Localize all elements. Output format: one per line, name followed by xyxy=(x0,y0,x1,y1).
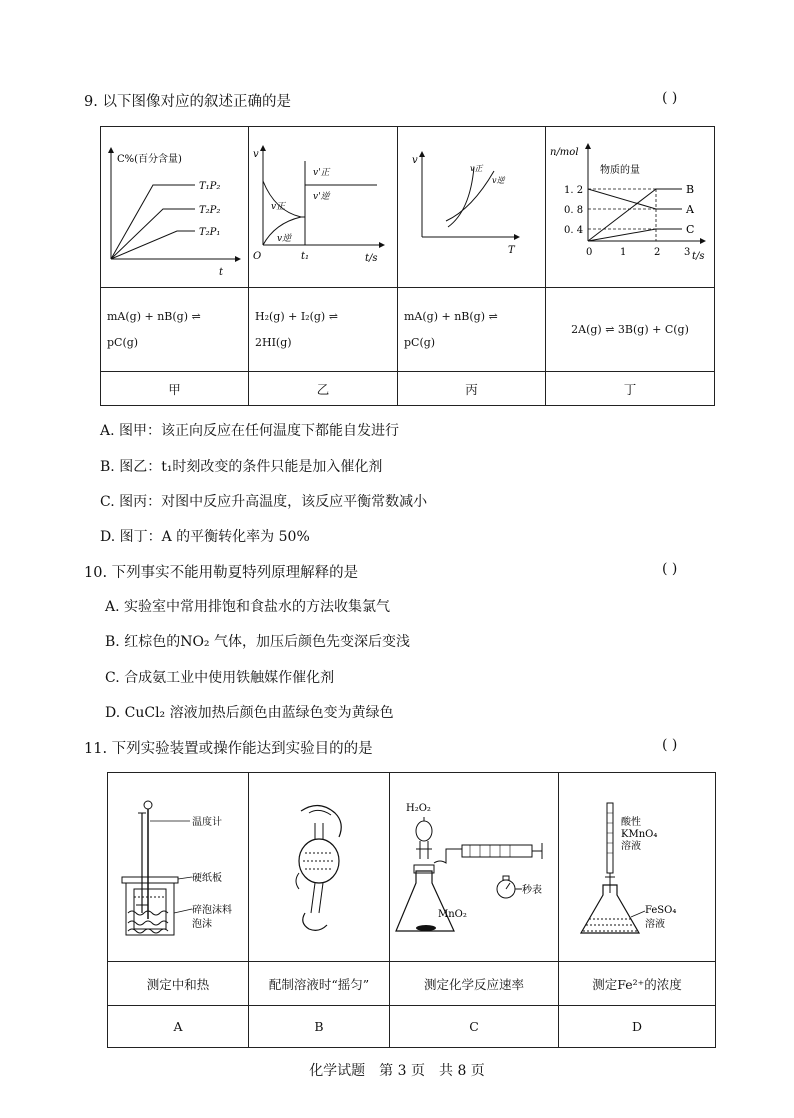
purpose-a: 测定中和热 xyxy=(108,962,249,1006)
graph-ding-cell xyxy=(546,127,715,288)
page-footer: 化学试题 第 3 页 共 8 页 xyxy=(309,1063,485,1079)
label-thermometer: 温度计 xyxy=(192,817,222,828)
label-bing: 丙 xyxy=(398,372,546,406)
label-foam1: 碎泡沫料 xyxy=(192,905,232,916)
equation-jia-line1: mA(g) + nB(g) ⇌ xyxy=(107,309,201,323)
label-d-side1: FeSO₄ xyxy=(645,905,677,916)
choice-c[interactable]: C xyxy=(390,1006,559,1048)
apparatus-d-cell xyxy=(559,773,716,962)
q9-stem: 9. 以下图像对应的叙述正确的是 xyxy=(84,94,291,110)
q10-option-c[interactable]: C. 合成氨工业中使用铁触媒作催化剂 xyxy=(105,670,335,686)
q10-stem: 10. 下列事实不能用勒夏特列原理解释的是 xyxy=(84,565,359,581)
graph-yi-t1: t₁ xyxy=(301,251,310,262)
graph-yi-v2-zheng: v'正 xyxy=(313,168,330,178)
graph-ding-xtick-0: 0 xyxy=(586,247,593,258)
q11-stem: 11. 下列实验装置或操作能达到实验目的的是 xyxy=(84,741,373,757)
q9-option-a[interactable]: A. 图甲：该正向反应在任何温度下都能自发进行 xyxy=(100,423,400,439)
equation-yi-line2: 2HI(g) xyxy=(255,335,292,349)
graph-jia-curve-3: T₂P₁ xyxy=(199,227,221,238)
equation-bing xyxy=(398,288,546,372)
graph-yi-v-ni: v逆 xyxy=(277,234,292,244)
graph-jia xyxy=(101,127,248,283)
choice-b[interactable]: B xyxy=(249,1006,390,1048)
purpose-c: 测定化学反应速率 xyxy=(390,962,559,1006)
graph-bing-v-ni: v逆 xyxy=(492,176,505,185)
apparatus-c-cell xyxy=(390,773,559,962)
graph-jia-curve-2: T₂P₂ xyxy=(199,205,221,216)
graph-ding-xtick-3: 3 xyxy=(684,247,691,258)
apparatus-a-cell xyxy=(108,773,249,962)
graph-ding-title: 物质的量 xyxy=(600,165,640,176)
label-h2o2: H₂O₂ xyxy=(406,803,431,814)
equation-yi-line1: H₂(g) + I₂(g) ⇌ xyxy=(255,309,338,323)
graph-bing-v-zheng: v正 xyxy=(470,164,483,173)
graph-ding-xtick-1: 1 xyxy=(620,247,627,258)
label-d-side2: 溶液 xyxy=(645,919,665,930)
q9-answer-paren: ( ) xyxy=(662,90,678,106)
purpose-b: 配制溶液时“摇匀” xyxy=(249,962,390,1006)
purpose-d: 测定Fe²⁺的浓度 xyxy=(559,962,716,1006)
graph-yi-ylabel: v xyxy=(253,149,259,160)
equation-yi xyxy=(249,288,398,372)
equation-jia-line2: pC(g) xyxy=(107,335,139,349)
graph-ding-xtick-2: 2 xyxy=(654,247,661,258)
apparatus-a-calorimeter xyxy=(108,773,248,957)
graph-jia-ylabel: C%(百分含量) xyxy=(117,154,182,165)
graph-yi-v2-ni: v'逆 xyxy=(313,192,330,202)
graph-bing-xlabel: T xyxy=(508,245,515,256)
label-d-top3: 溶液 xyxy=(621,841,641,852)
graph-jia-curve-1: T₁P₂ xyxy=(199,181,221,192)
q9-option-d[interactable]: D. 图丁：A 的平衡转化率为 50% xyxy=(100,529,310,545)
label-ding: 丁 xyxy=(546,372,715,406)
graph-ding-ytick-2: 0. 8 xyxy=(564,205,584,216)
label-foam2: 泡沫 xyxy=(192,919,212,930)
q9-option-c[interactable]: C. 图丙：对图中反应升高温度，该反应平衡常数减小 xyxy=(100,494,428,510)
label-mno2: MnO₂ xyxy=(438,909,467,920)
equation-jia xyxy=(101,288,249,372)
graph-jia-xlabel: t xyxy=(219,267,224,278)
graph-ding-ylabel: n/mol xyxy=(550,147,579,158)
q10-answer-paren: ( ) xyxy=(662,561,678,577)
label-jia: 甲 xyxy=(101,372,249,406)
equation-bing-line1: mA(g) + nB(g) ⇌ xyxy=(404,309,498,323)
graph-ding-ytick-3: 0. 4 xyxy=(564,225,584,236)
label-d-top2: KMnO₄ xyxy=(621,829,658,840)
graph-ding-ytick-1: 1. 2 xyxy=(564,185,584,196)
choice-a[interactable]: A xyxy=(108,1006,249,1048)
apparatus-d-titration xyxy=(559,773,715,957)
label-board: 硬纸板 xyxy=(192,873,222,884)
q11-table xyxy=(107,772,716,1048)
graph-ding-series-b: B xyxy=(686,183,695,196)
graph-ding-xlabel: t/s xyxy=(692,251,705,262)
choice-d[interactable]: D xyxy=(559,1006,716,1048)
graph-yi-origin: O xyxy=(253,251,262,262)
equation-ding-line1: 2A(g) ⇌ 3B(g) + C(g) xyxy=(571,322,689,336)
apparatus-b-cell xyxy=(249,773,390,962)
equation-bing-line2: pC(g) xyxy=(404,335,436,349)
graph-yi-v-zheng: v正 xyxy=(271,202,286,212)
graph-ding-series-a: A xyxy=(686,203,694,216)
graph-bing xyxy=(398,127,545,283)
graph-jia-cell xyxy=(101,127,249,288)
label-yi: 乙 xyxy=(249,372,398,406)
q9-table xyxy=(100,126,715,406)
q9-option-b[interactable]: B. 图乙：t₁时刻改变的条件只能是加入催化剂 xyxy=(100,459,383,475)
graph-ding xyxy=(546,127,714,283)
label-timer: 秒表 xyxy=(522,885,542,896)
graph-bing-cell xyxy=(398,127,546,288)
graph-yi-cell xyxy=(249,127,398,288)
q10-option-d[interactable]: D. CuCl₂ 溶液加热后颜色由蓝绿色变为黄绿色 xyxy=(105,705,394,721)
apparatus-b-flask-shake xyxy=(249,773,389,957)
apparatus-c-rate-measure xyxy=(390,773,558,957)
equation-ding xyxy=(546,288,715,372)
graph-bing-ylabel: v xyxy=(412,155,418,166)
graph-ding-series-c: C xyxy=(686,223,695,236)
label-d-top1: 酸性 xyxy=(621,817,641,828)
q10-option-b[interactable]: B. 红棕色的NO₂ 气体，加压后颜色先变深后变浅 xyxy=(105,634,410,650)
q11-answer-paren: ( ) xyxy=(662,737,678,753)
graph-yi-xlabel: t/s xyxy=(365,253,378,264)
graph-yi xyxy=(249,127,397,283)
q10-option-a[interactable]: A. 实验室中常用排饱和食盐水的方法收集氯气 xyxy=(105,599,391,615)
